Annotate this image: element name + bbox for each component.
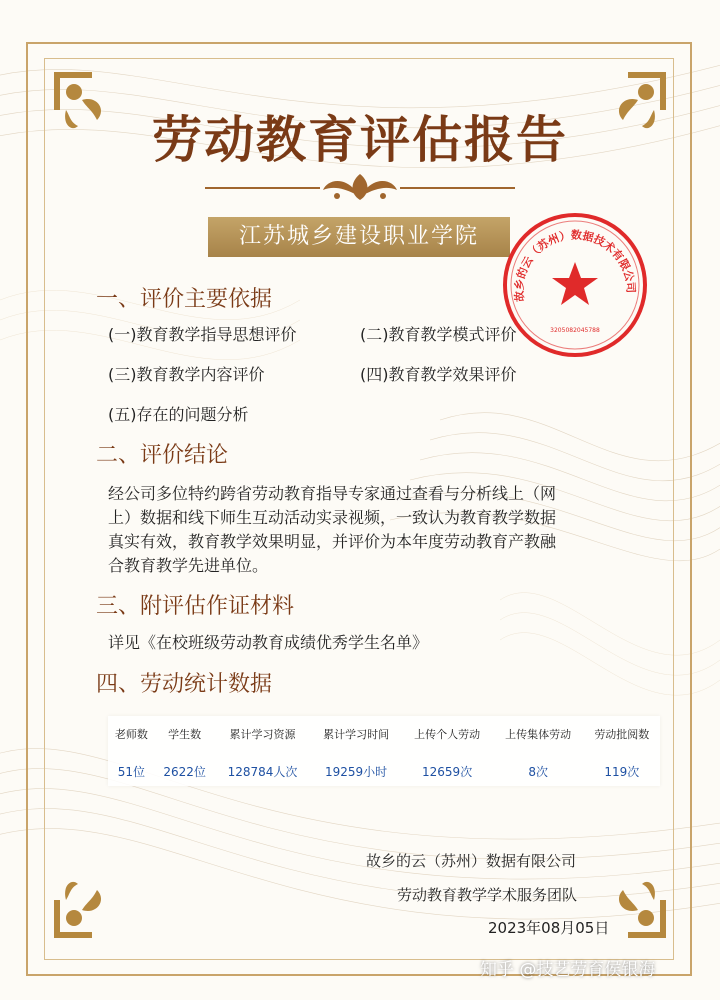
stats-header: 累计学习时间 [323,728,390,741]
stats-header-row [108,716,660,752]
svg-text:3205082045788: 3205082045788 [550,327,600,334]
stats-header: 老师数 [114,728,148,741]
section-heading: 四、劳动统计数据 [96,672,273,697]
conclusion-line: 真实有效，教育教学效果明显，并评价为本年度劳动教育产教融 [108,532,557,551]
signature-team: 劳动教育教学学术服务团队 [397,886,578,904]
signature-company: 故乡的云（苏州）数据有限公司 [366,852,577,870]
stats-table [108,716,660,786]
title-divider-ornament-icon [205,168,515,208]
stats-value: 12659次 [422,764,473,779]
criterion-item: (一)教育教学指导思想评价 [108,325,297,344]
signature-date: 2023年08月05日 [488,919,610,937]
conclusion-line: 经公司多位特约跨省劳动教育指导专家通过查看与分析线上（网 [108,484,557,503]
section-heading: 三、附评估作证材料 [96,594,295,619]
stats-value: 2622位 [163,764,206,779]
materials-reference: 详见《在校班级劳动教育成绩优秀学生名单》 [108,633,429,652]
stats-header: 累计学习资源 [229,728,296,741]
conclusion-line: 上）数据和线下师生互动活动实录视频，一致认为教育教学数据 [108,508,557,527]
stats-value: 51位 [117,764,146,779]
conclusion-paragraph [108,482,608,578]
page-title: 劳动教育评估报告 [152,111,568,169]
stats-value-row [108,752,660,790]
stats-value: 19259小时 [325,764,388,779]
conclusion-line: 合教育教学先进单位。 [108,556,269,575]
watermark-text: 知乎 @技艺劳育侯银海 [480,960,656,980]
section-heading: 一、评价主要依据 [96,287,273,312]
section-heading: 二、评价结论 [96,443,229,468]
stats-header: 上传个人劳动 [414,728,481,741]
official-seal-stamp [500,210,650,360]
criterion-item: (三)教育教学内容评价 [108,365,265,384]
stats-value: 8次 [528,764,548,779]
stats-header: 上传集体劳动 [505,728,572,741]
criterion-item: (二)教育教学模式评价 [360,325,517,344]
school-name-banner: 江苏城乡建设职业学院 [208,217,510,257]
stats-value: 119次 [604,764,640,779]
stats-header: 劳动批阅数 [594,728,650,741]
stats-value: 128784人次 [227,764,298,779]
svg-text:故乡的云（苏州）数据技术有限公司: 故乡的云（苏州）数据技术有限公司 [512,228,638,303]
corner-ornament-icon [52,860,132,940]
stats-header: 学生数 [168,728,202,741]
criterion-item: (四)教育教学效果评价 [360,365,517,384]
criterion-item: (五)存在的问题分析 [108,405,249,424]
